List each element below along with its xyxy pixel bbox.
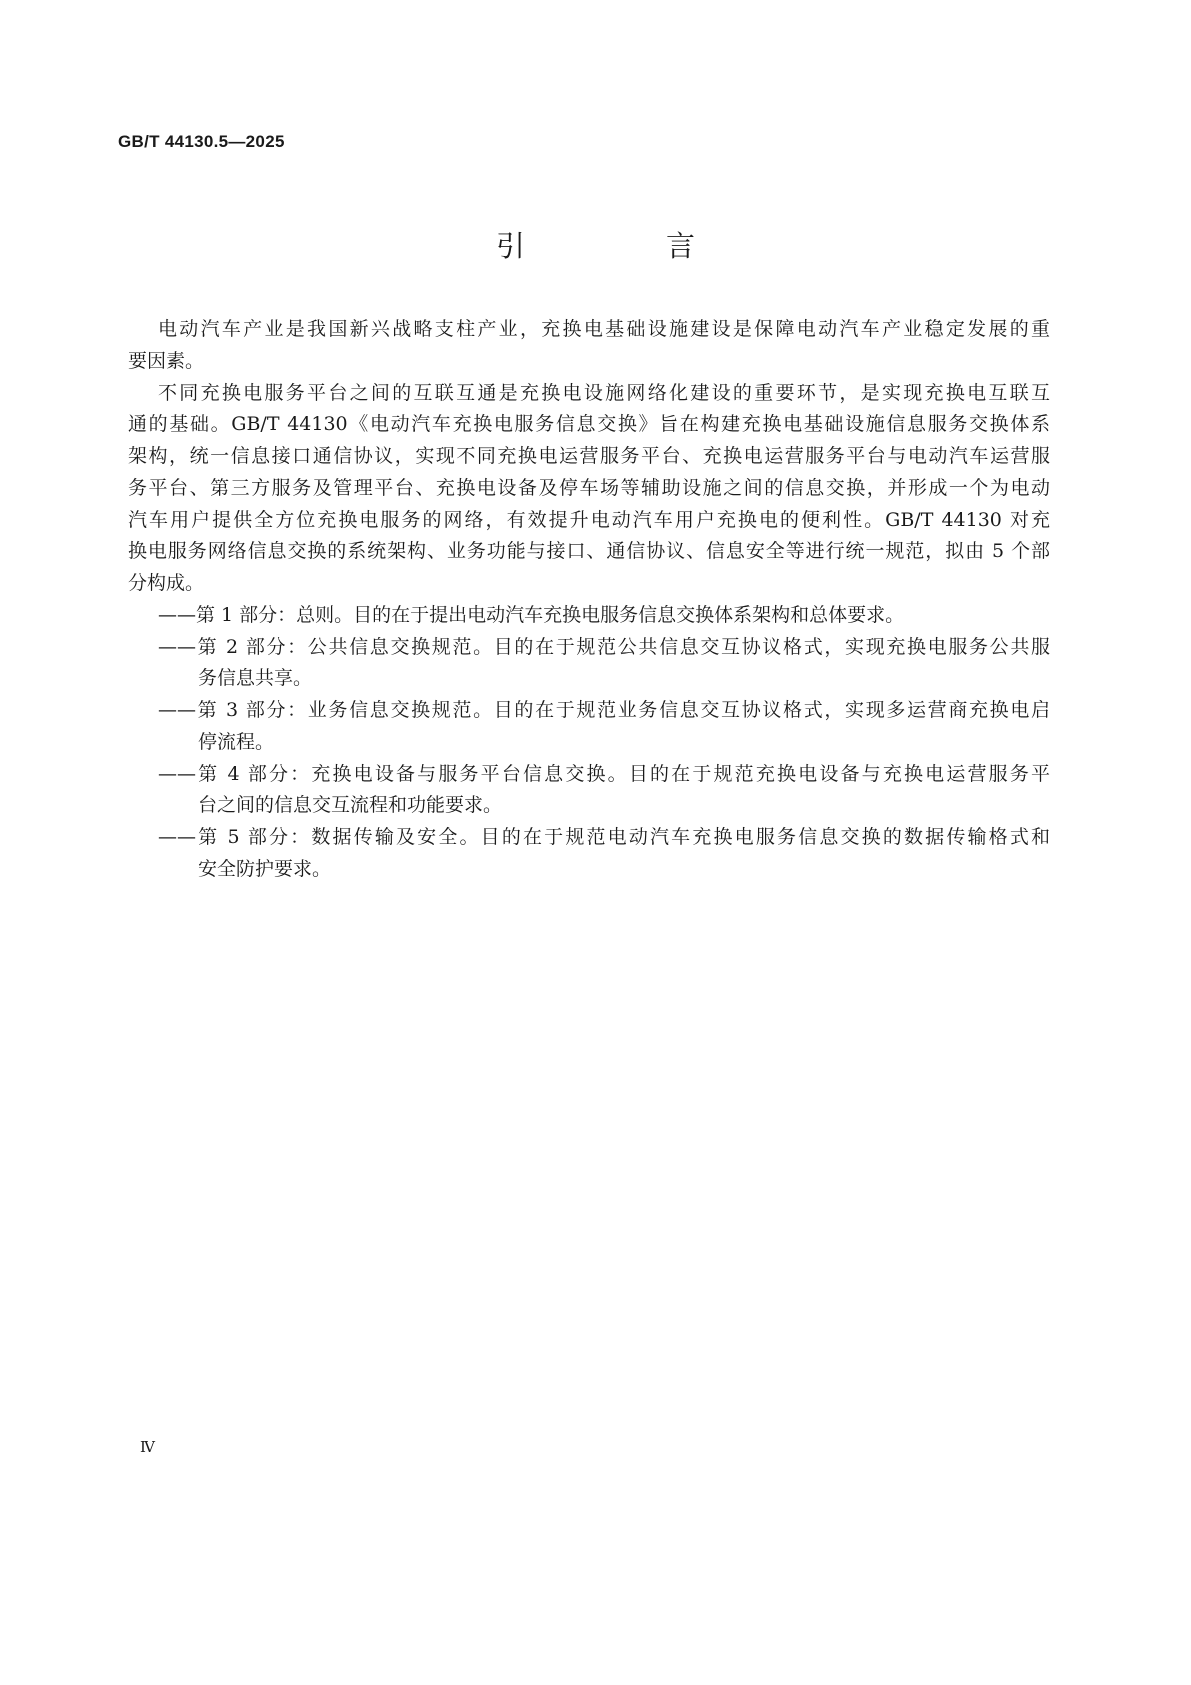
text-line: 务信息共享。 (198, 667, 313, 690)
list-item-part-1 (128, 600, 1050, 632)
text-line: 要因素。 (128, 349, 205, 372)
text-line: ——第 2 部分：公共信息交换规范。目的在于规范公共信息交互协议格式，实现充换电服务公共服 (158, 635, 1050, 658)
text-line: 台之间的信息交互流程和功能要求。 (198, 794, 503, 817)
text-line: 不同充换电服务平台之间的互联互通是充换电设施网络化建设的重要环节，是实现充换电互联互 (158, 381, 1050, 404)
list-item-part-4 (128, 759, 1050, 823)
text-line: ——第 4 部分：充换电设备与服务平台信息交换。目的在于规范充换电设备与充换电运营服务平 (158, 762, 1050, 785)
text-line: 汽车用户提供全方位充换电服务的网络，有效提升电动汽车用户充换电的便利性。GB/T 44130 对充 (128, 508, 1050, 531)
page-title: 引 言 (495, 229, 751, 263)
text-line: ——第 3 部分：业务信息交换规范。目的在于规范业务信息交互协议格式，实现多运营商充换电启 (158, 699, 1050, 721)
text-line: 换电服务网络信息交换的系统架构、业务功能与接口、通信协议、信息安全等进行统一规范，拟由 5 个部 (128, 540, 1050, 563)
text-line: 通的基础。GB/T 44130《电动汽车充换电服务信息交换》旨在构建充换电基础设施信息服务交换体系 (128, 413, 1050, 436)
paragraph (128, 314, 1050, 378)
list-item-part-3 (128, 695, 1050, 759)
list-item-part-5 (128, 822, 1050, 886)
text-line: 安全防护要求。 (198, 857, 332, 880)
paragraph (128, 378, 1050, 600)
text-line: ——第 1 部分：总则。目的在于提出电动汽车充换电服务信息交换体系架构和总体要求。 (158, 603, 905, 626)
text-line: 务平台、第三方服务及管理平台、充换电设备及停车场等辅助设施之间的信息交换，并形成一个为电动 (128, 476, 1050, 499)
text-line: 架构，统一信息接口通信协议，实现不同充换电运营服务平台、充换电运营服务平台与电动汽车运营服 (128, 445, 1050, 467)
text-line: 分构成。 (128, 572, 205, 594)
text-line: 电动汽车产业是我国新兴战略支柱产业，充换电基础设施建设是保障电动汽车产业稳定发展的重 (158, 318, 1050, 340)
page-number: Ⅳ (140, 1438, 155, 1456)
document-body (128, 314, 1050, 886)
text-line: ——第 5 部分：数据传输及安全。目的在于规范电动汽车充换电服务信息交换的数据传输格式和 (158, 826, 1050, 848)
text-line: 停流程。 (198, 730, 275, 753)
list-item-part-2 (128, 632, 1050, 696)
standard-number: GB/T 44130.5—2025 (118, 132, 285, 151)
